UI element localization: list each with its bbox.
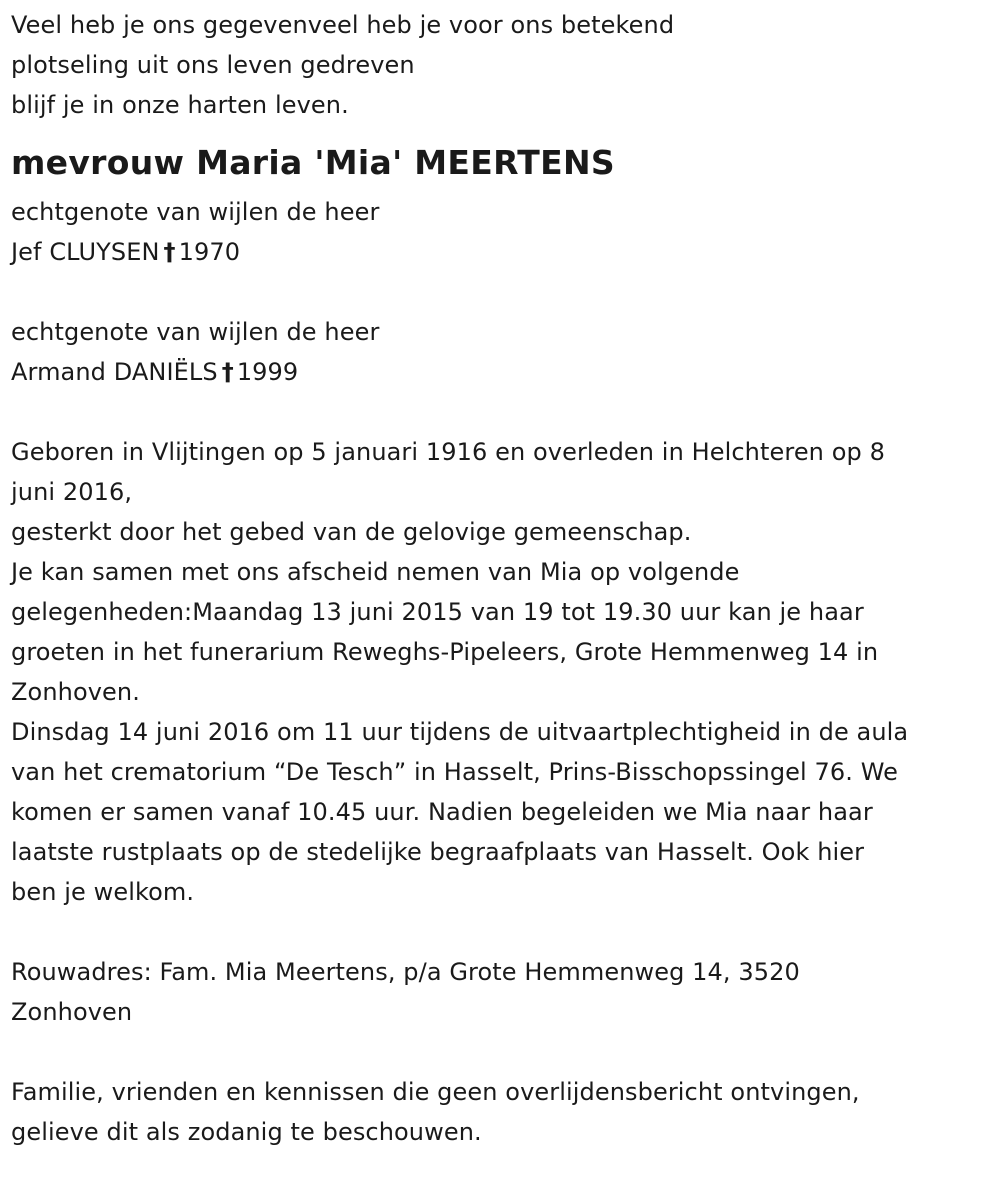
details	[11, 432, 988, 912]
details-line: juni 2016,	[11, 478, 133, 506]
address-line: Rouwadres: Fam. Mia Meertens, p/a Grote Hemmenweg 14, 3520	[11, 958, 800, 986]
spacer	[11, 1032, 988, 1072]
details-line: Je kan samen met ons afscheid nemen van Mia op volgende	[11, 558, 740, 586]
spacer	[11, 912, 988, 952]
spouse-name: Armand DANIËLS	[11, 358, 218, 386]
spouse-block-1	[11, 192, 988, 272]
mourning-address	[11, 952, 988, 1032]
spouse-line	[11, 232, 988, 272]
spacer	[11, 392, 988, 432]
details-line: Zonhoven.	[11, 678, 140, 706]
closing-note	[11, 1072, 988, 1152]
closing-line: Familie, vrienden en kennissen die geen overlijdensbericht ontvingen,	[11, 1078, 860, 1106]
spouse-death-year: 1970	[178, 238, 241, 266]
details-line: laatste rustplaats op de stedelijke begraafplaats van Hasselt. Ook hier	[11, 838, 865, 866]
details-line: komen er samen vanaf 10.45 uur. Nadien begeleiden we Mia naar haar	[11, 798, 873, 826]
details-line: gelegenheden:Maandag 13 juni 2015 van 19 tot 19.30 uur kan je haar	[11, 598, 864, 626]
poem-line: Veel heb je ons gegevenveel heb je voor ons betekend	[11, 11, 675, 39]
spouse-relation: echtgenote van wijlen de heer	[11, 198, 380, 226]
spouse-block-2	[11, 312, 988, 392]
details-line: van het crematorium “De Tesch” in Hasselt, Prins-Bisschopssingel 76. We	[11, 758, 899, 786]
poem-line: plotseling uit ons leven gedreven	[11, 51, 415, 79]
poem-line: blijf je in onze harten leven.	[11, 91, 349, 119]
details-line: Dinsdag 14 juni 2016 om 11 uur tijdens de uitvaartplechtigheid in de aula	[11, 718, 909, 746]
details-line: gesterkt door het gebed van de gelovige gemeenschap.	[11, 518, 692, 546]
spacer	[11, 272, 988, 312]
spouse-name: Jef CLUYSEN	[11, 238, 160, 266]
cross-icon: †	[163, 238, 176, 266]
closing-line: gelieve dit als zodanig te beschouwen.	[11, 1118, 482, 1146]
deceased-name: mevrouw Maria 'Mia' MEERTENS	[11, 143, 615, 182]
details-line: ben je welkom.	[11, 878, 195, 906]
spouse-relation: echtgenote van wijlen de heer	[11, 318, 380, 346]
spouse-line	[11, 352, 988, 392]
details-line: groeten in het funerarium Reweghs-Pipeleers, Grote Hemmenweg 14 in	[11, 638, 879, 666]
poem	[11, 5, 988, 125]
spouse-death-year: 1999	[236, 358, 299, 386]
details-line: Geboren in Vlijtingen op 5 januari 1916 en overleden in Helchteren op 8	[11, 438, 885, 466]
address-line: Zonhoven	[11, 998, 133, 1026]
cross-icon: †	[221, 358, 234, 386]
